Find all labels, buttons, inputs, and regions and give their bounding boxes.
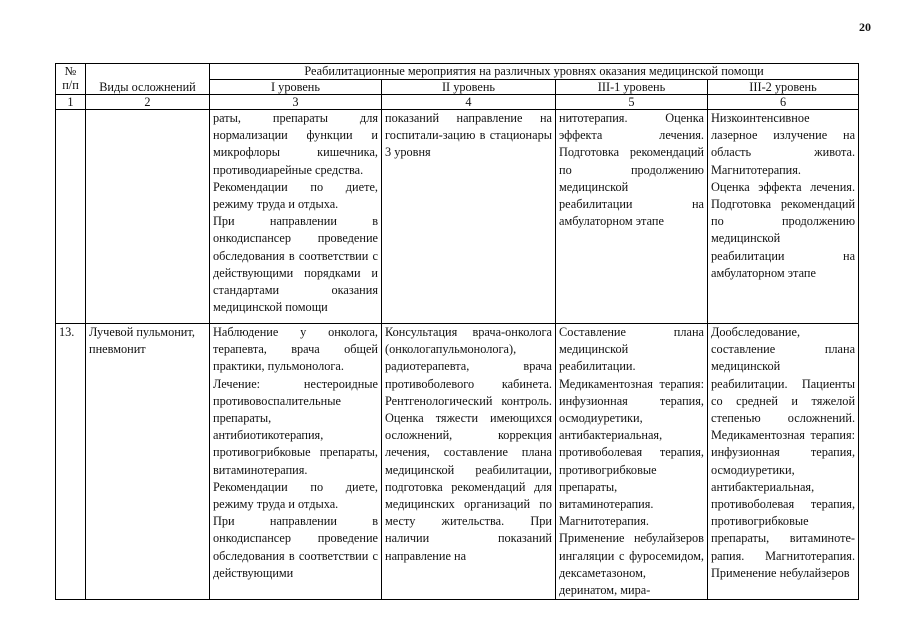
level-2-measures: показаний направление на госпитали-зацию в стационары 3 уровня [382,110,556,324]
row-number: 13. [56,324,86,600]
header-level-2: II уровень [382,79,556,95]
column-number: 1 [56,95,86,110]
table-row [56,324,859,600]
header-level-3-2: III-2 уровень [708,79,859,95]
header-level-3-1: III-1 уровень [556,79,708,95]
header-row-1 [56,64,859,80]
column-number: 3 [210,95,382,110]
table-row [56,110,859,324]
header-col-no: № п/п [56,64,86,95]
column-number-row [56,95,859,110]
level-3-2-measures: Дообследование, составление плана медицинской реабилитации. Пациенты со средней и тяжелой степенью осложнений. Медикаментозная терапия: инфузионная терапия, осмодиуретики, антибактериальная, противоболевая терапия, противогрибковые препараты, витаминоте-рапия. Магнитотерапия. Применение небулайзеров [708,324,859,600]
level-1-measures: раты, препараты для нормализации функции и микрофлоры кишечника, противодиарейные средства. Рекомендации по диете, режиму труда и отдыха. При направлении в онкодиспансер проведение обследования в соответствии с действующими порядками и стандартами оказания медицинской помощи [210,110,382,324]
level-2-measures: Консультация врача-онколога (онкологапульмонолога), радиотерапевта, врача противоболевого кабинета. Рентгенологический контроль. Оценка тяжести имеющихся осложнений, коррекция лечения, составление плана медицинской реабилитации, подготовка рекомендаций для медицинских организаций по месту жительства. При наличии показаний направление на [382,324,556,600]
page-number: 20 [859,20,871,34]
column-number: 2 [86,95,210,110]
header-col-complications: Виды осложнений [86,64,210,95]
header-group-title: Реабилитационные мероприятия на различных уровнях оказания медицинской помощи [210,64,859,80]
header-level-1: I уровень [210,79,382,95]
level-3-1-measures: нитотерапия. Оценка эффекта лечения. Подготовка рекомендаций по продолжению медицинской реабилитации на амбулаторном этапе [556,110,708,324]
column-number: 5 [556,95,708,110]
level-3-2-measures: Низкоинтенсивное лазерное излучение на область живота. Магнитотерапия. Оценка эффекта лечения. Подготовка рекомендаций по продолжению медицинской реабилитации на амбулаторном этапе [708,110,859,324]
level-1-measures: Наблюдение у онколога, терапевта, врача общей практики, пульмонолога. Лечение: нестероидные противовоспалительные препараты, антибиотикотерапия, противогрибковые препараты, витаминотерапия. Рекомендации по диете, режиму труда и отдыха. При направлении в онкодиспансер проведение обследования в соответствии с действующими [210,324,382,600]
column-number: 4 [382,95,556,110]
rehabilitation-table [55,63,859,600]
level-3-1-measures: Составление плана медицинской реабилитации. Медикаментозная терапия: инфузионная терапия, осмодиуретики, антибактериальная, противоболевая терапия, противогрибковые препараты, витаминотерапия. Магнитотерапия. Применение небулайзеров ингаляции с фуросемидом, дексаметазоном, деринатом, мира- [556,324,708,600]
complication-type [86,110,210,324]
complication-type: Лучевой пульмонит, пневмонит [86,324,210,600]
column-number: 6 [708,95,859,110]
row-number [56,110,86,324]
